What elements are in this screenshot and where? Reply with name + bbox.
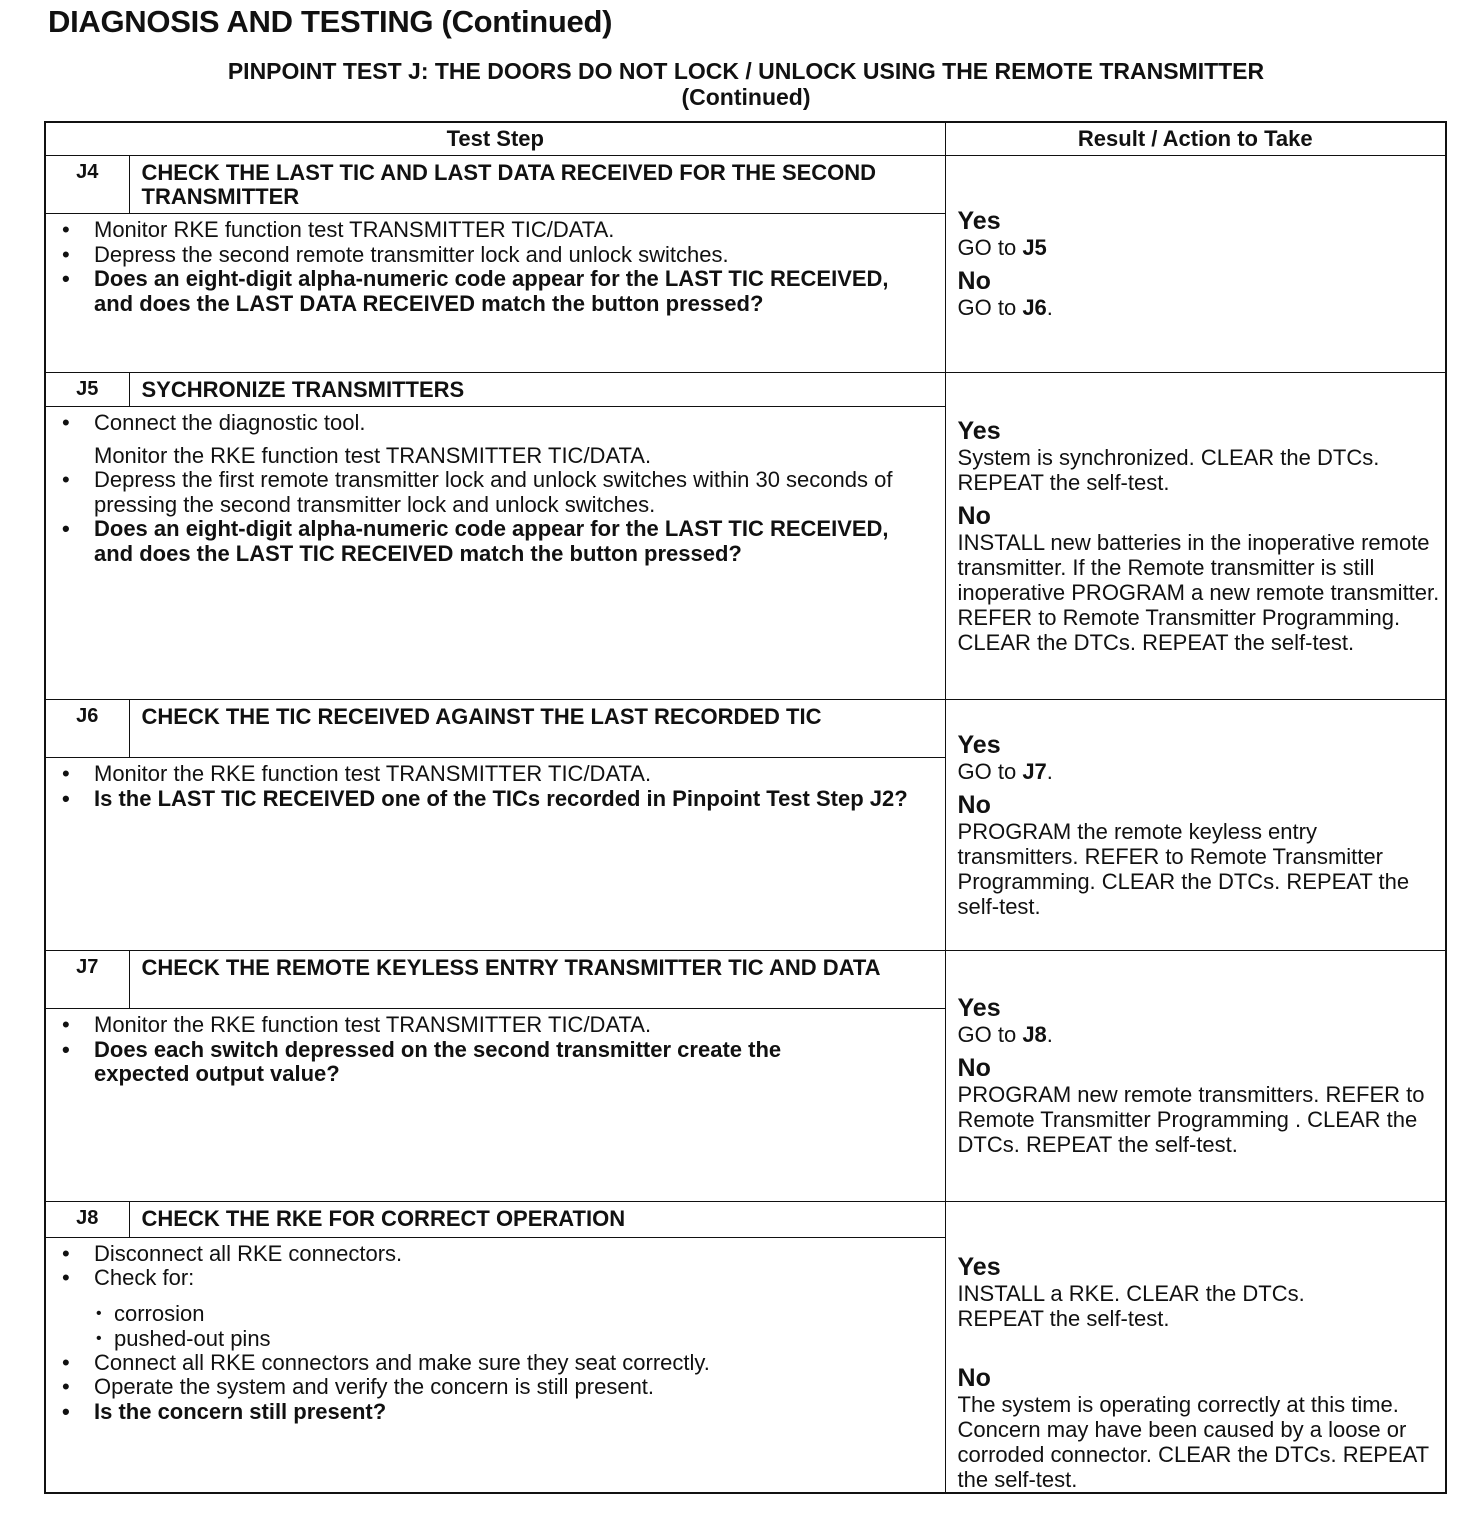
step-id: J5 (45, 373, 129, 407)
step-j4-result (945, 156, 1446, 373)
step-title: CHECK THE TIC RECEIVED AGAINST THE LAST RECORDED TIC (129, 700, 945, 758)
section-header: DIAGNOSIS AND TESTING (Continued) (48, 4, 613, 39)
step-j7-title-row (45, 951, 1446, 1009)
no-label: No (957, 1364, 991, 1392)
step-j8-title-row (45, 1202, 1446, 1238)
list-item: • Depress the second remote transmitter lock and unlock switches. (56, 243, 933, 268)
goto-ref: J7 (1022, 758, 1047, 784)
yes-label: Yes (957, 1253, 1001, 1281)
pinpoint-test-title-continued: (Continued) (681, 84, 811, 110)
step-j5-result (945, 373, 1446, 700)
no-action: The system is operating correctly at this time. Concern may have been caused by a loose or corroded connector. CLEAR the DTCs. REPEAT the self-test. (957, 1392, 1429, 1492)
step-j6-title-row (45, 700, 1446, 758)
step-title: CHECK THE RKE FOR CORRECT OPERATION (129, 1202, 945, 1238)
step-id: J6 (45, 700, 129, 758)
result-column-header: Result / Action to Take (945, 122, 1446, 156)
no-action: PROGRAM the remote keyless entry transmitters. REFER to Remote Transmitter Programming. CLEAR the DTCs. REPEAT the self-test. (957, 818, 1410, 919)
question: • Is the LAST TIC RECEIVED one of the TICs recorded in Pinpoint Test Step J2? (56, 787, 933, 812)
step-j8-body (45, 1237, 945, 1493)
step-j6-body (45, 758, 945, 951)
yes-action: GO to J7. (957, 758, 1053, 784)
list-item-continued: Monitor the RKE function test TRANSMITTER TIC/DATA. (94, 442, 652, 468)
no-label: No (957, 267, 991, 295)
yes-action: INSTALL a RKE. CLEAR the DTCs. REPEAT the self-test. (957, 1281, 1305, 1331)
step-j4-body (45, 214, 945, 373)
list-item: • Monitor RKE function test TRANSMITTER TIC/DATA. (56, 218, 933, 243)
step-j8-result (945, 1202, 1446, 1494)
goto-ref: J8 (1022, 1022, 1047, 1047)
yes-action: System is synchronized. CLEAR the DTCs. REPEAT the self-test. (957, 444, 1380, 495)
yes-action: GO to J5 (957, 235, 1047, 260)
step-id: J7 (45, 951, 129, 1009)
pinpoint-test-title: PINPOINT TEST J: THE DOORS DO NOT LOCK / UNLOCK USING THE REMOTE TRANSMITTER (227, 58, 1265, 84)
step-id: J4 (45, 156, 129, 214)
list-item: • Connect all RKE connectors and make sure they seat correctly. (56, 1351, 933, 1376)
list-item: • Monitor the RKE function test TRANSMITTER TIC/DATA. (56, 762, 933, 787)
no-label: No (957, 1054, 991, 1082)
pinpoint-test-table (44, 121, 1447, 1494)
step-title: CHECK THE REMOTE KEYLESS ENTRY TRANSMITTER TIC AND DATA (129, 951, 945, 1009)
yes-label: Yes (957, 730, 1001, 759)
list-item: • Monitor the RKE function test TRANSMITTER TIC/DATA. (56, 1013, 933, 1038)
step-title: SYCHRONIZE TRANSMITTERS (129, 373, 945, 407)
yes-action: GO to J8. (957, 1022, 1053, 1047)
yes-label: Yes (957, 994, 1001, 1022)
no-action: PROGRAM new remote transmitters. REFER to Remote Transmitter Programming . CLEAR the DTCs. REPEAT the self-test. (957, 1082, 1425, 1157)
list-item: • Check for: • corrosion • pushed-out pins (56, 1266, 933, 1351)
no-label: No (957, 501, 991, 530)
list-item: • Connect the diagnostic tool. (56, 411, 933, 436)
yes-label: Yes (957, 416, 1001, 445)
question: • Does an eight-digit alpha-numeric code appear for the LAST TIC RECEIVED, and does the LAST TIC RECEIVED match the button pressed? (56, 517, 933, 566)
step-j5-body (45, 407, 945, 700)
list-item: • Depress the first remote transmitter lock and unlock switches within 30 seconds of pressing the second transmitter lock and unlock switches. (56, 468, 933, 517)
goto-ref: J6 (1022, 295, 1047, 320)
list-item: • Operate the system and verify the concern is still present. (56, 1375, 933, 1400)
no-action: INSTALL new batteries in the inoperative remote transmitter. If the Remote transmitter is still inoperative PROGRAM a new remote transmitter. REFER to Remote Transmitter Programming. CLEAR the DTCs. REPEAT the self-test. (957, 529, 1440, 655)
table-header-row (45, 122, 1446, 156)
step-j7-body (45, 1009, 945, 1202)
sub-list-item: • corrosion (56, 1301, 933, 1326)
step-j4-title-row (45, 156, 1446, 214)
no-label: No (957, 790, 991, 819)
question: • Does each switch depressed on the second transmitter create the expected output value? (56, 1038, 933, 1087)
step-title: CHECK THE LAST TIC AND LAST DATA RECEIVED FOR THE SECOND TRANSMITTER (129, 156, 945, 214)
step-j7-result (945, 951, 1446, 1202)
step-id: J8 (45, 1202, 129, 1238)
step-j6-result (945, 700, 1446, 951)
list-item: • Disconnect all RKE connectors. (56, 1242, 933, 1267)
sub-list-item: • pushed-out pins (56, 1326, 933, 1351)
yes-label: Yes (957, 207, 1001, 235)
question: • Does an eight-digit alpha-numeric code appear for the LAST TIC RECEIVED, and does the LAST DATA RECEIVED match the button pressed? (56, 267, 933, 316)
step-j5-title-row (45, 373, 1446, 407)
goto-ref: J5 (1022, 235, 1047, 260)
question: • Is the concern still present? (56, 1400, 933, 1425)
no-action: GO to J6. (957, 295, 1053, 320)
test-step-column-header: Test Step (45, 122, 945, 156)
